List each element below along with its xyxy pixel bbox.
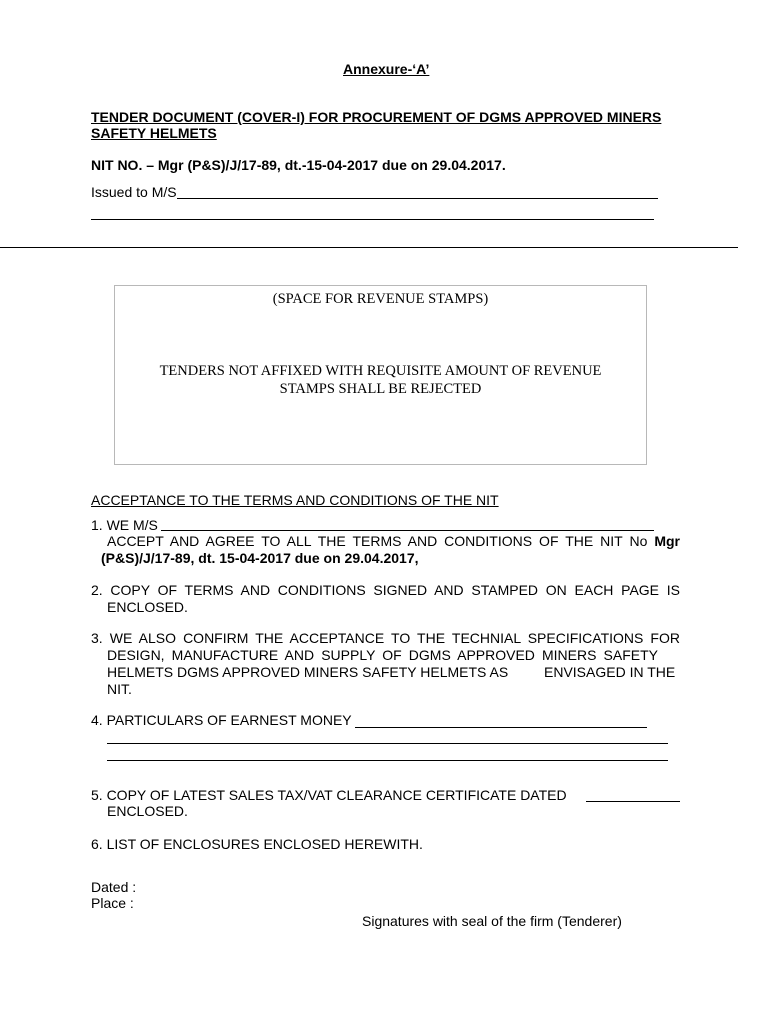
earnest-money-blank-line-3[interactable] <box>107 760 668 761</box>
firm-name-blank-line[interactable] <box>161 530 654 531</box>
item1-line2 <box>107 533 680 549</box>
item2-line2: ENCLOSED. <box>107 599 188 615</box>
item3-line2: DESIGN, MANUFACTURE AND SUPPLY OF DGMS APPROVED MINERS SAFETY <box>107 647 658 663</box>
page-divider <box>0 247 738 248</box>
issued-to-blank-line-2[interactable] <box>91 219 654 220</box>
earnest-money-blank-line-2[interactable] <box>107 743 668 744</box>
earnest-money-blank-line[interactable] <box>355 727 647 728</box>
document-title-line2: SAFETY HELMETS <box>91 125 217 141</box>
item3-line3a: HELMETS DGMS APPROVED MINERS SAFETY HELMETS AS <box>107 664 509 680</box>
dated-label: Dated : <box>91 879 137 895</box>
item5-line1: 5. COPY OF LATEST SALES TAX/VAT CLEARANCE CERTIFICATE DATED <box>91 787 567 803</box>
signature-label: Signatures with seal of the firm (Tenderer) <box>362 913 622 929</box>
issued-to-label: Issued to M/S <box>91 184 177 200</box>
item1-line3: (P&S)/J/17-89, dt. 15-04-2017 due on 29.04.2017, <box>101 550 419 566</box>
item4-label: 4. PARTICULARS OF EARNEST MONEY <box>91 712 352 728</box>
stamp-space-label: (SPACE FOR REVENUE STAMPS) <box>272 291 489 307</box>
stamp-warning-line1: TENDERS NOT AFFIXED WITH REQUISITE AMOUNT OF REVENUE <box>159 363 602 379</box>
certificate-date-blank-line[interactable] <box>586 801 680 802</box>
item5-line2: ENCLOSED. <box>107 803 188 819</box>
item6-text: 6. LIST OF ENCLOSURES ENCLOSED HEREWITH. <box>91 836 423 852</box>
place-label: Place : <box>91 895 134 911</box>
item3-line4: NIT. <box>107 681 132 697</box>
annexure-label: Annexure-‘A’ <box>343 61 430 77</box>
item2-line1: 2. COPY OF TERMS AND CONDITIONS SIGNED AND STAMPED ON EACH PAGE IS <box>91 582 680 598</box>
acceptance-heading: ACCEPTANCE TO THE TERMS AND CONDITIONS OF THE NIT <box>91 492 499 508</box>
item3-line1: 3. WE ALSO CONFIRM THE ACCEPTANCE TO THE TECHNIAL SPECIFICATIONS FOR <box>91 630 680 646</box>
item3-line3b: ENVISAGED IN THE <box>544 664 676 680</box>
stamp-warning-line2: STAMPS SHALL BE REJECTED <box>279 381 482 397</box>
item1-label: 1. WE M/S <box>91 517 158 533</box>
issued-to-blank-line[interactable] <box>177 198 658 199</box>
document-title-line1: TENDER DOCUMENT (COVER-I) FOR PROCUREMENT OF DGMS APPROVED MINERS <box>91 109 662 125</box>
item1-line2-text: ACCEPT AND AGREE TO ALL THE TERMS AND CONDITIONS OF THE NIT No <box>107 533 655 549</box>
item1-line2-bold: Mgr <box>654 533 680 549</box>
nit-number: NIT NO. – Mgr (P&S)/J/17-89, dt.-15-04-2017 due on 29.04.2017. <box>91 157 506 173</box>
